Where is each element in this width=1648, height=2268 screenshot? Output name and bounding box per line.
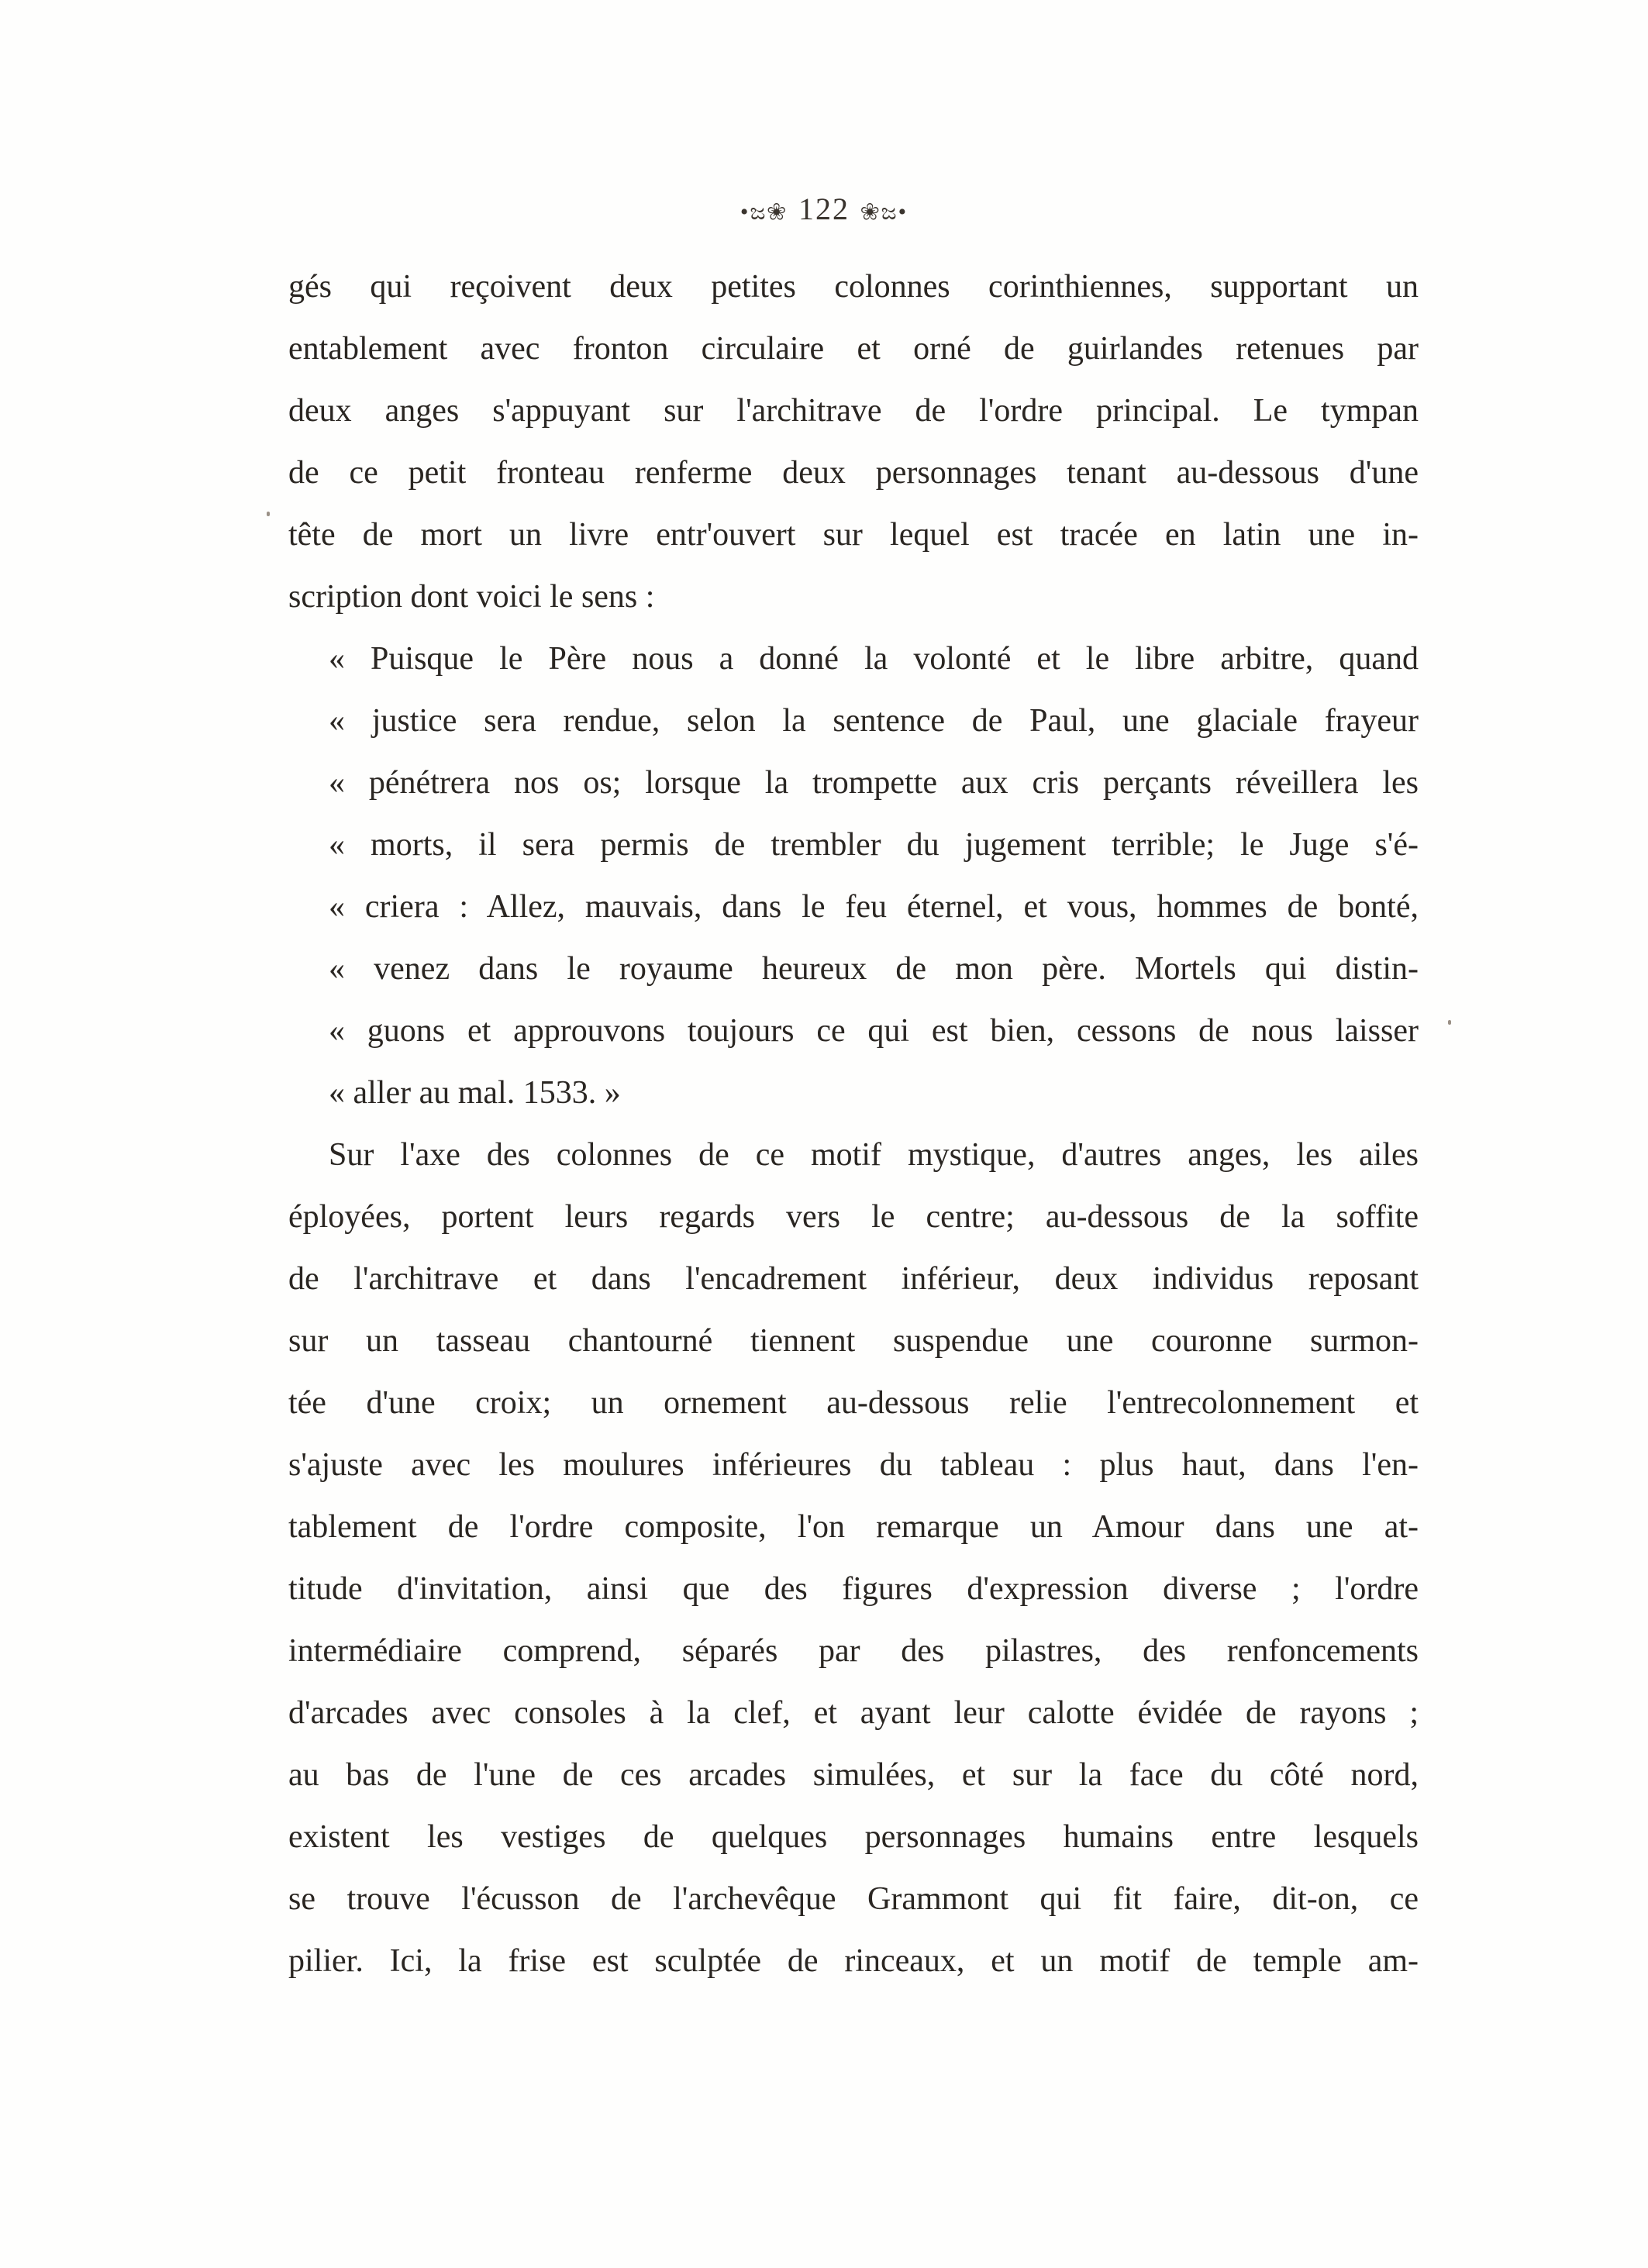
quote-line: « guons et approuvons toujours ce qui est bien, cessons de nous laisser	[329, 1013, 1419, 1049]
text-line: au bas de l'une de ces arcades simulées, et sur la face du côté nord,	[288, 1757, 1419, 1793]
text-line: se trouve l'écusson de l'archevêque Grammont qui fit faire, dit-on, ce	[288, 1881, 1419, 1917]
left-ornament-icon: •ಜ❀	[740, 198, 788, 225]
quote-line: « venez dans le royaume heureux de mon père. Mortels qui distin-	[329, 951, 1419, 987]
text-line: éployées, portent leurs regards vers le centre; au-dessous de la soffite	[288, 1199, 1419, 1235]
text-line: d'arcades avec consoles à la clef, et ayant leur calotte évidée de rayons ;	[288, 1695, 1419, 1731]
text-line: pilier. Ici, la frise est sculptée de rinceaux, et un motif de temple am-	[288, 1943, 1419, 1979]
quote-line: « justice sera rendue, selon la sentence de Paul, une glaciale frayeur	[329, 703, 1419, 739]
page-number: 122	[798, 191, 850, 226]
paper-speck	[1448, 1020, 1451, 1025]
quote-line: « pénétrera nos os; lorsque la trompette aux cris perçants réveillera les	[329, 765, 1419, 801]
quote-line: « Puisque le Père nous a donné la volonté et le libre arbitre, quand	[329, 641, 1419, 677]
right-ornament-icon: ❀ಜ•	[860, 198, 908, 225]
text-line: titude d'invitation, ainsi que des figures d'expression diverse ; l'ordre	[288, 1571, 1419, 1607]
text-line: de l'architrave et dans l'encadrement inférieur, deux individus reposant	[288, 1261, 1419, 1297]
text-line: tablement de l'ordre composite, l'on remarque un Amour dans une at-	[288, 1509, 1419, 1545]
text-line: sur un tasseau chantourné tiennent suspendue une couronne surmon-	[288, 1323, 1419, 1359]
quote-line: « morts, il sera permis de trembler du jugement terrible; le Juge s'é-	[329, 827, 1419, 863]
quote-line: « aller au mal. 1533. »	[329, 1075, 621, 1111]
text-line: deux anges s'appuyant sur l'architrave de l'ordre principal. Le tympan	[288, 393, 1419, 429]
body-text	[288, 256, 1419, 1992]
text-line: gés qui reçoivent deux petites colonnes corinthiennes, supportant un	[288, 269, 1419, 305]
text-line: tée d'une croix; un ornement au-dessous relie l'entrecolonnement et	[288, 1385, 1419, 1421]
text-line: existent les vestiges de quelques personnages humains entre lesquels	[288, 1819, 1419, 1855]
text-line: entablement avec fronton circulaire et orné de guirlandes retenues par	[288, 331, 1419, 367]
paper-speck	[267, 512, 270, 516]
quote-line: « criera : Allez, mauvais, dans le feu éternel, et vous, hommes de bonté,	[329, 889, 1419, 925]
text-line: intermédiaire comprend, séparés par des pilastres, des renfoncements	[288, 1633, 1419, 1669]
text-line: s'ajuste avec les moulures inférieures du tableau : plus haut, dans l'en-	[288, 1447, 1419, 1483]
text-line: tête de mort un livre entr'ouvert sur lequel est tracée en latin une in-	[288, 517, 1419, 553]
text-line: de ce petit fronteau renferme deux personnages tenant au-dessous d'une	[288, 455, 1419, 491]
text-line: scription dont voici le sens :	[288, 579, 655, 615]
text-line: Sur l'axe des colonnes de ce motif mystique, d'autres anges, les ailes	[329, 1137, 1419, 1173]
page-header	[0, 191, 1648, 227]
